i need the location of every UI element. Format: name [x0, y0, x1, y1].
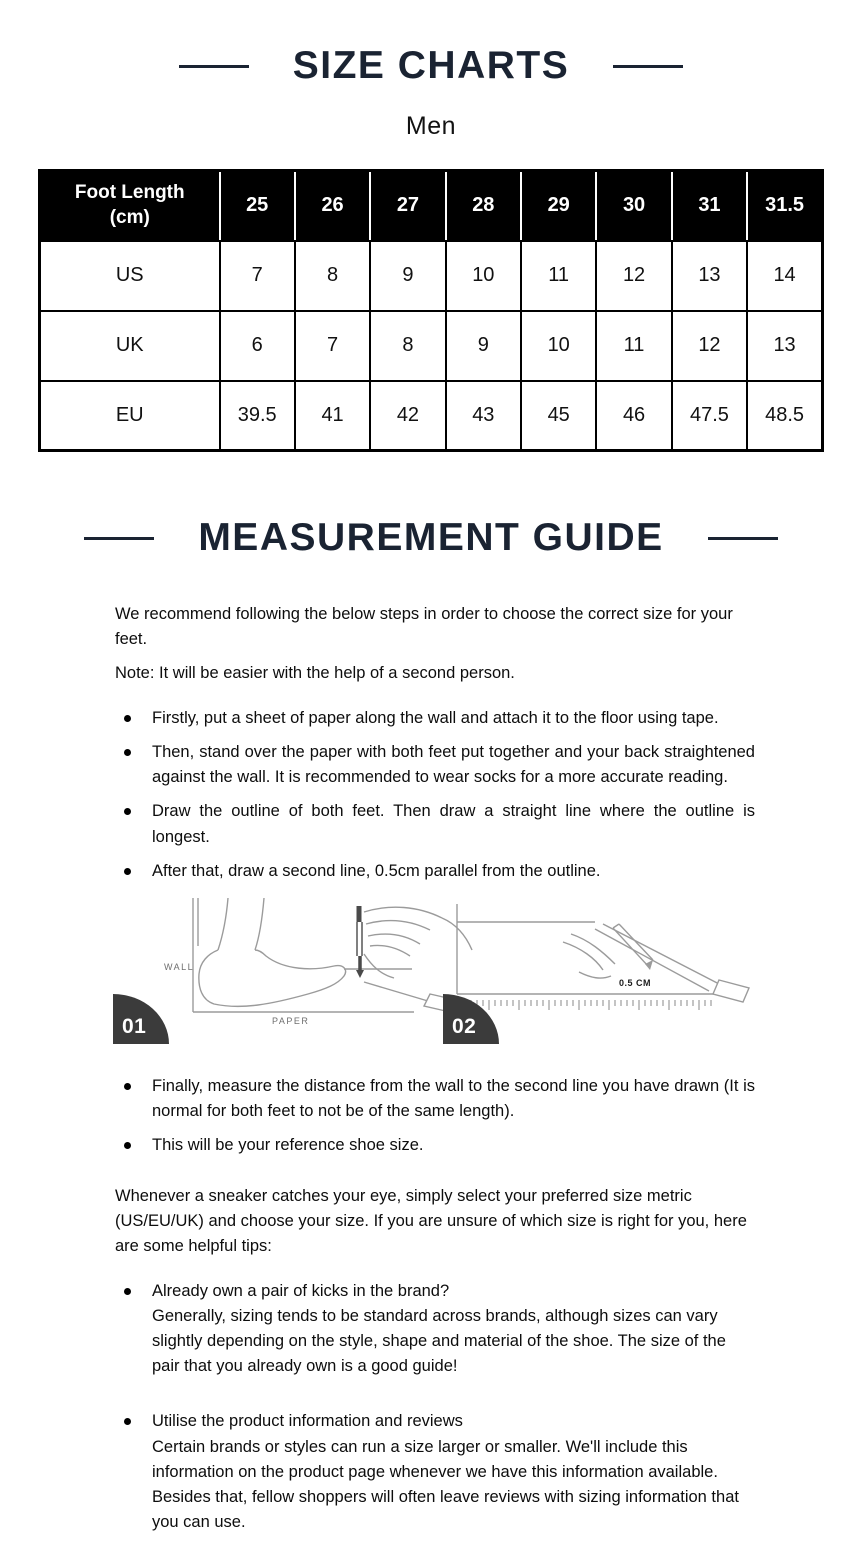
- tip-title: Already own a pair of kicks in the brand?: [152, 1282, 450, 1301]
- size-cell: 11: [596, 311, 671, 381]
- size-cell: 9: [370, 241, 445, 311]
- size-cell: 48.5: [747, 381, 822, 451]
- heading-dash-left: [84, 537, 154, 540]
- size-cell: 12: [672, 311, 747, 381]
- table-row-us: [40, 241, 823, 311]
- badge-number: 02: [452, 1014, 477, 1038]
- size-cell: 11: [521, 241, 596, 311]
- size-cell: 39.5: [220, 381, 295, 451]
- size-cell: 7: [295, 311, 370, 381]
- header-cell: 27: [370, 171, 445, 241]
- final-steps-list: [115, 1074, 755, 1158]
- header-cell-foot-length: Foot Length (cm): [40, 171, 220, 241]
- measurement-guide-title: MEASUREMENT GUIDE: [198, 516, 664, 559]
- row-label: US: [40, 241, 220, 311]
- heading-dash-left: [179, 65, 249, 68]
- measurement-guide-heading: [0, 516, 862, 560]
- table-row-eu: [40, 381, 823, 451]
- size-charts-title: SIZE CHARTS: [292, 44, 570, 87]
- size-cell: 41: [295, 381, 370, 451]
- guide-final-block: [115, 1074, 755, 1535]
- measurement-steps-list: [115, 706, 755, 883]
- half-cm-label: 0.5 CM: [619, 977, 652, 988]
- size-cell: 45: [521, 381, 596, 451]
- step-item: Firstly, put a sheet of paper along the wall and attach it to the floor using tape.: [115, 706, 755, 731]
- size-cell: 13: [747, 311, 822, 381]
- heading-dash-right: [708, 537, 778, 540]
- step-item: Finally, measure the distance from the wall to the second line you have drawn (It is normal for both feet to not be of the same length).: [115, 1074, 755, 1124]
- table-header-row: [40, 171, 823, 241]
- step-item: Draw the outline of both feet. Then draw a straight line where the outline is longest.: [115, 799, 755, 849]
- size-cell: 6: [220, 311, 295, 381]
- size-cell: 13: [672, 241, 747, 311]
- step-item: Then, stand over the paper with both feet put together and your back straightened against the wall. It is recommended to wear socks for a more accurate reading.: [115, 740, 755, 790]
- header-cell: 26: [295, 171, 370, 241]
- men-section-label: Men: [405, 112, 457, 140]
- header-cell: 29: [521, 171, 596, 241]
- size-cell: 10: [521, 311, 596, 381]
- size-cell: 14: [747, 241, 822, 311]
- tip-body: Certain brands or styles can run a size larger or smaller. We'll include this information on the product page whenever we have this information available. Besides that, fellow shoppers will often leave reviews with sizing information that you can use.: [152, 1437, 739, 1531]
- size-cell: 43: [446, 381, 521, 451]
- tip-title: Utilise the product information and reviews: [152, 1412, 463, 1431]
- tips-intro-text: Whenever a sneaker catches your eye, simply select your preferred size metric (US/EU/UK) and choose your size. If you are unsure of which size is right for you, here are some helpful tips:: [115, 1186, 747, 1256]
- size-cell: 8: [370, 311, 445, 381]
- header-cell: 28: [446, 171, 521, 241]
- size-table: [38, 169, 824, 452]
- size-cell: 10: [446, 241, 521, 311]
- paper-label: PAPER: [272, 1015, 310, 1026]
- badge-number: 01: [122, 1014, 147, 1038]
- header-cell: 31: [672, 171, 747, 241]
- size-cell: 47.5: [672, 381, 747, 451]
- size-cell: 7: [220, 241, 295, 311]
- guide-intro-text: We recommend following the below steps in order to choose the correct size for your feet.: [115, 605, 733, 649]
- size-cell: 8: [295, 241, 370, 311]
- tip-item: [115, 1409, 755, 1534]
- size-cell: 46: [596, 381, 671, 451]
- heading-dash-right: [613, 65, 683, 68]
- step-item: After that, draw a second line, 0.5cm parallel from the outline.: [115, 859, 755, 884]
- guide-note-text: Note: It will be easier with the help of a second person.: [115, 664, 515, 683]
- size-charts-heading: [0, 44, 862, 88]
- wall-foot-diagram: [112, 894, 484, 1034]
- row-label: EU: [40, 381, 220, 451]
- measurement-diagrams: [0, 894, 862, 1054]
- header-cell: 25: [220, 171, 295, 241]
- wall-label: WALL: [164, 961, 195, 972]
- tip-body: Generally, sizing tends to be standard across brands, although sizes can vary slightly depending on the style, shape and material of the shoe. The size of the pair that you already own is a good guide!: [152, 1307, 726, 1376]
- header-cell: 31.5: [747, 171, 822, 241]
- row-label: UK: [40, 311, 220, 381]
- tips-list: [115, 1279, 755, 1535]
- ruler-measure-diagram: [443, 894, 765, 1034]
- header-cell: 30: [596, 171, 671, 241]
- guide-intro-block: [115, 602, 755, 884]
- size-cell: 12: [596, 241, 671, 311]
- size-cell: 42: [370, 381, 445, 451]
- ruler-icon: [459, 1000, 711, 1010]
- tip-item: [115, 1279, 755, 1379]
- table-row-uk: [40, 311, 823, 381]
- pencil-icon: [356, 906, 364, 978]
- size-table-wrapper: [38, 169, 824, 452]
- step-item: This will be your reference shoe size.: [115, 1133, 755, 1158]
- paper-ruler-illustration: [443, 894, 765, 1034]
- size-cell: 9: [446, 311, 521, 381]
